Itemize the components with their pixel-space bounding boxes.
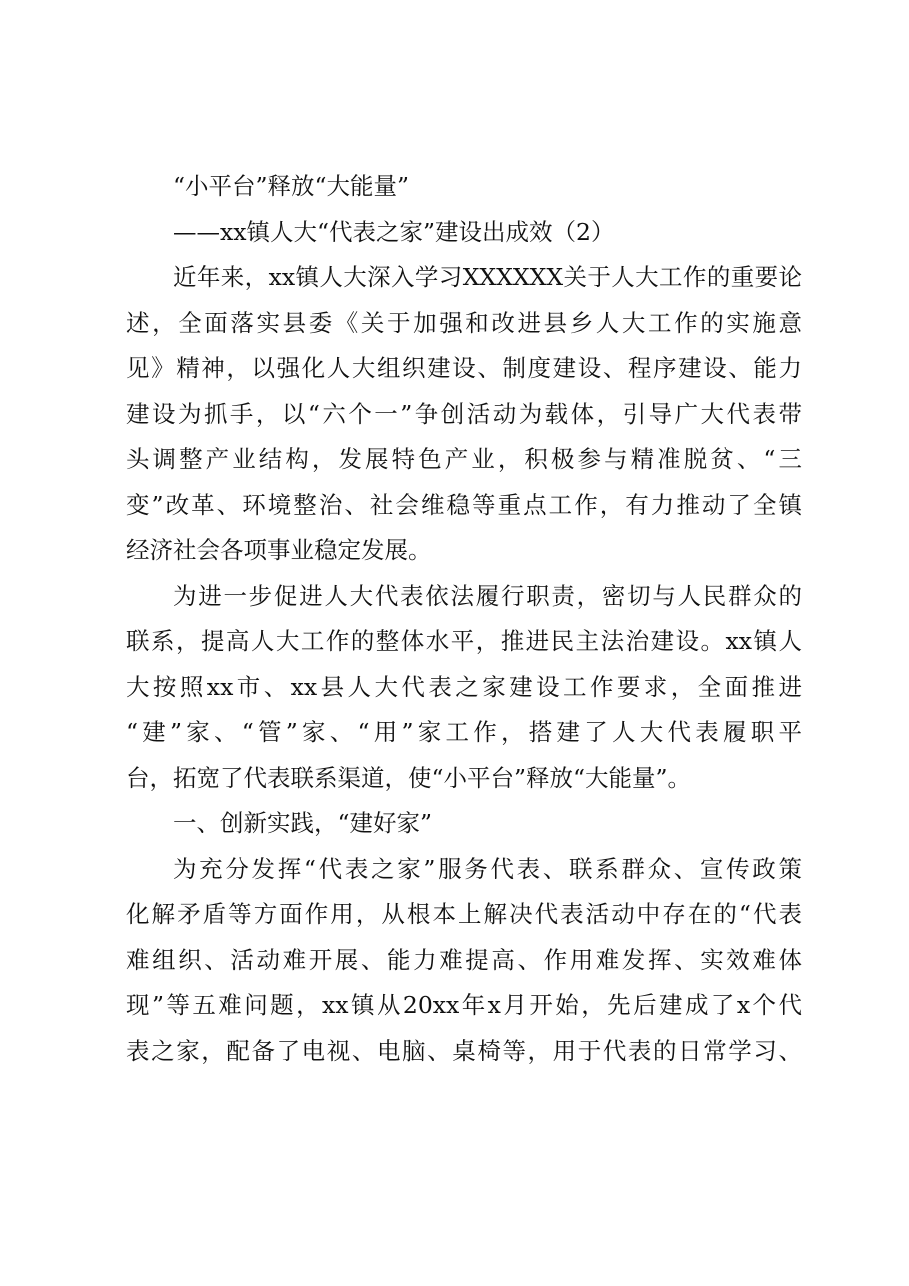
paragraph-line: 表之家，配备了电视、电脑、桌椅等，用于代表的日常学习、 <box>126 1036 802 1065</box>
paragraph-line: 建设为抓手，以“六个一”争创活动为载体，引导广大代表带 <box>126 399 802 428</box>
paragraph-line: “建”家、“管”家、“用”家工作，搭建了人大代表履职平 <box>126 718 802 746</box>
document-title: “小平台”释放“大能量” <box>173 172 410 200</box>
paragraph-line: 经济社会各项事业稳定发展。 <box>126 536 432 564</box>
document-subtitle: ——xx镇人大“代表之家”建设出成效（2） <box>173 217 615 246</box>
paragraph-line: 为进一步促进人大代表依法履行职责，密切与人民群众的 <box>173 581 802 610</box>
paragraph-line: 台，拓宽了代表联系渠道，使“小平台”释放“大能量”。 <box>126 763 692 792</box>
paragraph-line: 述，全面落实县委《关于加强和改进县乡人大工作的实施意 <box>126 308 802 337</box>
paragraph-line: 化解矛盾等方面作用，从根本上解决代表活动中存在的“代表 <box>126 900 802 928</box>
section-heading: 一、创新实践，“建好家” <box>173 809 433 837</box>
paragraph-line: 变”改革、环境整治、社会维稳等重点工作，有力推动了全镇 <box>126 490 802 519</box>
paragraph-line: 近年来，xx镇人大深入学习XXXXXX关于人大工作的重要论 <box>173 263 802 291</box>
paragraph-line: 难组织、活动难开展、能力难提高、作用难发挥、实效难体 <box>126 945 802 974</box>
paragraph-line: 联系，提高人大工作的整体水平，推进民主法治建设。xx镇人 <box>126 627 802 655</box>
paragraph-3 <box>126 847 802 1075</box>
paragraph-line: 现”等五难问题，xx镇从20xx年x月开始，先后建成了x个代 <box>126 991 802 1019</box>
paragraph-1 <box>126 255 802 574</box>
paragraph-line: 见》精神，以强化人大组织建设、制度建设、程序建设、能力 <box>126 354 802 382</box>
paragraph-2 <box>126 574 802 802</box>
paragraph-line: 大按照xx市、xx县人大代表之家建设工作要求，全面推进 <box>126 672 802 701</box>
paragraph-line: 头调整产业结构，发展特色产业，积极参与精准脱贫、“三 <box>126 445 802 473</box>
paragraph-line: 为充分发挥“代表之家”服务代表、联系群众、宣传政策 <box>173 854 802 883</box>
document-body <box>126 164 802 1074</box>
